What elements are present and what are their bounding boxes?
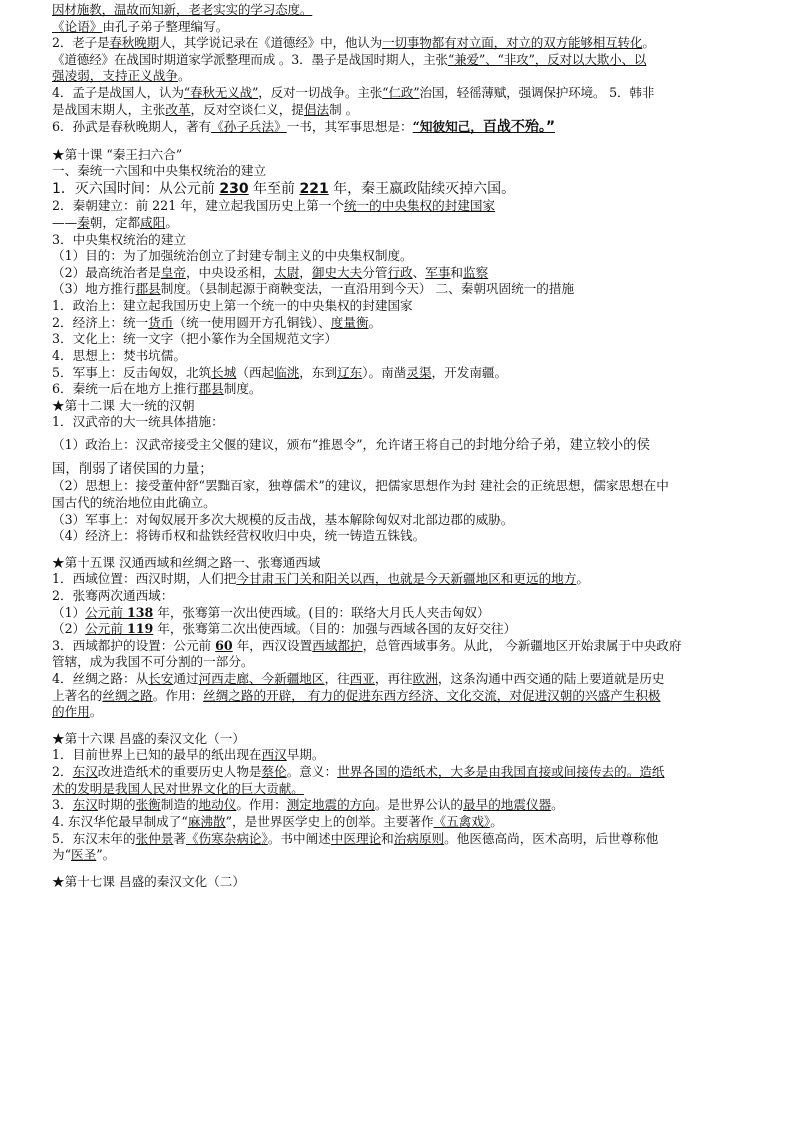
text-run: 地动仪 (198, 797, 237, 813)
text-run: 太尉 (274, 264, 300, 280)
text-run: 3．西域都护的设置：公元前 (52, 637, 216, 653)
text-run: （3）军事上：对匈奴展开多次大规模的反击战，基本解除匈奴对北部边郡的威胁。 (52, 511, 514, 527)
text-run: ，反对空谈仁义，提 (190, 101, 304, 117)
text-run: 中医理论 (330, 830, 382, 846)
text-line (52, 163, 768, 180)
text-run: ，再往 (374, 671, 413, 687)
text-run: “仁政” (382, 85, 420, 101)
text-line (52, 605, 768, 622)
text-line (52, 571, 768, 588)
text-run: 年，张骞第一次出使西域。(目的：联络大月氏人夹击匈奴） (153, 604, 490, 620)
text-run: 丝绸之路 (102, 687, 153, 703)
text-run: 5．东汉末年的 (52, 830, 136, 846)
text-line (52, 588, 768, 605)
text-run: ★第十六课 昌盛的秦汉文化（一） (52, 730, 245, 746)
text-run: （统一使用圆开方孔铜钱）、 (173, 314, 331, 330)
text-run: 2． (52, 764, 73, 780)
text-run: ，开发南疆。 (431, 364, 508, 380)
text-run: ， (299, 264, 312, 280)
text-run: 。 (368, 314, 382, 330)
text-run: 为“ (52, 847, 72, 863)
text-run: 。 (642, 35, 655, 51)
text-run: 2．秦朝建立：前 221 年，建立起我国历史上第一个 (52, 198, 344, 214)
text-line (52, 414, 768, 431)
text-line (52, 68, 768, 85)
text-line (52, 315, 768, 332)
text-run: 世界各国的造纸术，大多是由我国直接或间接传去的。造纸 (337, 764, 665, 780)
text-run: 制度。（县制起源于商鞅变法，一直沿用到今天） 二、秦朝巩固统一的措施 (160, 281, 575, 297)
text-run: 138 (127, 604, 154, 620)
text-run: 年，西汉设置 (232, 637, 313, 653)
text-run: 早期。 (286, 747, 325, 763)
text-run: ，中央设丞相， (185, 264, 275, 280)
text-line (52, 831, 768, 848)
text-run: 年至前 (248, 180, 300, 197)
text-run: 。 (576, 571, 589, 587)
text-line (52, 102, 768, 119)
text-line (52, 35, 768, 52)
text-run: 。书中阐述 (267, 830, 331, 846)
text-run: 西域都护 (312, 637, 363, 653)
text-line (52, 478, 768, 495)
text-run: 人，其学说记录在《道德经》中，他认为 (158, 35, 383, 51)
text-run: “知彼知己， (412, 119, 483, 135)
text-run: 。作用： (152, 687, 204, 703)
text-run: 119 (127, 621, 154, 637)
text-run: 欧洲 (412, 671, 438, 687)
text-run: ）。南凿 (362, 364, 407, 380)
text-run: 秦 (77, 215, 90, 231)
text-line (52, 847, 768, 864)
text-run: 御史大夫 (311, 264, 363, 280)
text-line (52, 398, 768, 415)
text-run: 3． (52, 797, 73, 813)
text-line (52, 2, 768, 19)
text-run: （4）经济上：将铸币权和盐铁经营权收归中央，统一铸造五铢钱。 (52, 528, 426, 544)
text-line (52, 348, 768, 365)
text-run: 改进造纸术的重要历史人物是 (97, 764, 262, 780)
text-run: 度量衡 (330, 314, 369, 330)
text-run: 年，秦王嬴政陆续灭掉六国。 (328, 180, 516, 197)
text-run: 长城 (211, 364, 237, 380)
text-run: 时期的 (97, 797, 136, 813)
text-run: 公元前 (85, 604, 127, 620)
text-run: 一、秦统一六国和中央集权统治的建立 (52, 163, 267, 179)
text-run: 郡县 (198, 381, 224, 397)
text-run: 4．丝绸之路：从 (52, 671, 149, 687)
text-run: （3）地方推行 (52, 281, 136, 297)
text-run: “春秋无义战” (183, 85, 259, 101)
text-run: 最早的地震仪器 (463, 797, 552, 813)
text-run: 3．文化上：统一文字（把小篆作为全国规范文字） (52, 331, 338, 347)
text-run: 著 (173, 830, 186, 846)
text-run: 5．军事上：反击匈奴，北筑 (52, 364, 212, 380)
text-run: 4．孟子是战国人，认为 (52, 85, 184, 101)
text-run: 倡法 (303, 101, 330, 117)
text-run: 张仲景 (135, 830, 174, 846)
text-run: 军事 (425, 264, 451, 280)
text-run: 。作用： (236, 797, 287, 813)
text-line (52, 281, 768, 298)
text-run: —— (52, 215, 78, 231)
text-run: 临洮 (274, 364, 300, 380)
text-line (52, 731, 768, 748)
text-line (52, 747, 768, 764)
text-line (52, 85, 768, 102)
text-run: ”。 (96, 847, 116, 863)
text-run: 分管 (362, 264, 388, 280)
text-line (52, 638, 768, 655)
text-run: 一书，其军事思想是： (286, 119, 413, 135)
text-run: 河西走廊、今新疆地区 (198, 671, 325, 687)
text-line (52, 180, 768, 198)
text-run: 咸阳 (140, 215, 166, 231)
text-run: ★第十二课 大一统的汉朝 (52, 397, 195, 413)
text-run: 。 (89, 704, 103, 720)
text-line (52, 198, 768, 215)
text-run: 。 (551, 797, 564, 813)
text-run: （2）最高统治者是 (52, 264, 161, 280)
text-run: 国古代的统治地位由此确立。 (52, 494, 216, 510)
text-run: 1．汉武帝的大一统具体措施： (52, 414, 224, 430)
text-run: 公元前 (85, 621, 127, 637)
text-run: 4. 东汉华佗最早制成了“ (52, 813, 188, 829)
text-line (52, 118, 768, 136)
text-run: 《孙子兵法》 (211, 119, 287, 135)
text-run: 监察 (463, 264, 489, 280)
text-line (52, 555, 768, 572)
text-run: 封地分给子弟，建立较小的侯 (475, 437, 650, 453)
text-run: 制度。 (223, 381, 262, 397)
text-line (52, 437, 768, 455)
text-line (52, 215, 768, 232)
text-line (52, 688, 768, 705)
text-run: 、 (412, 264, 426, 280)
text-run: 医圣 (71, 847, 97, 863)
text-run: ，东到 (299, 364, 338, 380)
text-line (52, 298, 768, 315)
text-run: 西汉 (261, 747, 287, 763)
text-run: 2．经济上：统一 (52, 314, 149, 330)
text-run: 1．目前世界上已知的最早的纸出现在 (52, 747, 262, 763)
text-line (52, 814, 768, 831)
text-run: 。意义： (286, 764, 338, 780)
document-page (52, 2, 768, 890)
text-run: 郡县 (135, 281, 161, 297)
text-run: 丝绸之路的开辟， 有力的促进东西方经济、文化交流，对促进汉朝的兴盛产生积极 (203, 687, 661, 703)
text-run: 和 (381, 830, 394, 846)
text-run: 2．张骞两次通西域： (52, 587, 174, 603)
text-run: 统一的中央集权的封建国家 (343, 198, 496, 214)
text-run: 《道德经》在战国时期道家学派整理而成 。3．墨子是战国时期人，主张 (52, 51, 448, 67)
text-run: 术的发明是我国人民对世界文化的巨大贡献。 (52, 780, 304, 796)
text-run: “兼爱”、“非攻”，反对以大欺小、以 (447, 51, 647, 67)
text-run: 1．灭六国时间：从公元前 (52, 180, 220, 197)
text-run: 230 (219, 180, 249, 197)
text-run: 治国，轻徭薄赋，强调保护环境。 5．韩非 (419, 85, 655, 101)
text-run: （2） (52, 621, 86, 637)
text-run: ★第十七课 昌盛的秦汉文化（二） (52, 873, 245, 889)
text-line (52, 495, 768, 512)
text-line (52, 764, 768, 781)
text-line (52, 248, 768, 265)
text-run: 。 (490, 813, 503, 829)
text-run: 皇帝 (160, 264, 186, 280)
text-run: 《五禽戏》 (433, 813, 491, 829)
text-run: 2．老子是 (52, 35, 110, 51)
text-run: 强凌弱，支持正义战争 (52, 68, 178, 84)
text-run: 春秋晚期 (109, 35, 159, 51)
text-line (52, 704, 768, 721)
text-run: 。是世界公认的 (374, 797, 464, 813)
text-run: 1．西域位置：西汉时期，人们把 (52, 571, 237, 587)
text-line (52, 461, 768, 479)
text-run: ，这条沟通中西交通的陆上要道就是历史 (437, 671, 665, 687)
text-run: 。 (177, 68, 191, 84)
text-run: 辽东 (337, 364, 363, 380)
text-run: ”，是世界医学史上的创举。主要著作 (225, 813, 434, 829)
text-run: 东汉 (72, 764, 98, 780)
text-run: ★第十五课 汉通西域和丝绸之路一、张骞通西域 (52, 554, 321, 570)
text-run: 年，张骞第二次出使西域。（目的：加强与西域各国的友好交往） (153, 621, 517, 637)
text-run: （2）思想上：接受董仲舒“罢黜百家，独尊儒术”的建议，把儒家思想作为封 建社会的正统思想，儒家思想在中 (52, 478, 669, 494)
text-run: 西亚 (349, 671, 375, 687)
text-run: 和 (450, 264, 464, 280)
text-line (52, 797, 768, 814)
text-run: （1）目的：为了加强统治创立了封建专制主义的中央集权制度。 (52, 248, 413, 264)
text-line (52, 512, 768, 529)
text-run: 的作用 (52, 704, 90, 720)
text-run: 6．秦统一后在地方上推行 (52, 381, 199, 397)
text-run: 通过 (173, 671, 199, 687)
text-run: 制 。 (329, 101, 359, 117)
text-run: （西起 (236, 364, 275, 380)
text-run: 。 (165, 215, 178, 231)
text-run: 长安 (148, 671, 174, 687)
text-run: 221 (299, 180, 329, 197)
text-run: 管辖，成为我国不可分割的一部分。 (52, 654, 254, 670)
text-run: 张衡 (135, 797, 161, 813)
text-run: 东汉 (72, 797, 98, 813)
text-line (52, 331, 768, 348)
text-line (52, 265, 768, 282)
text-run: 是战国末期人，主张 (52, 101, 166, 117)
text-run: 制造的 (160, 797, 199, 813)
text-run: 一切事物都有对立面，对立的双方能够相互转化 (382, 35, 643, 51)
text-run: 测定地震的方向 (286, 797, 375, 813)
text-run: 1．政治上：建立起我国历史上第一个统一的中央集权的封建国家 (52, 298, 413, 314)
text-line (52, 365, 768, 382)
text-run: 。他医德高尚，医术高明，后世尊称他 (444, 830, 659, 846)
text-line (52, 621, 768, 638)
text-line (52, 147, 768, 164)
text-run: 60 (215, 637, 233, 653)
text-line (52, 19, 768, 36)
text-run: 灵渠 (406, 364, 432, 380)
text-run: （1） (52, 604, 86, 620)
text-run: 《论语》 (52, 18, 103, 34)
text-line (52, 781, 768, 798)
text-line (52, 381, 768, 398)
text-run: ★第十课 “秦王扫六合” (52, 146, 183, 162)
text-line (52, 232, 768, 249)
text-run: 行政 (387, 264, 413, 280)
text-line (52, 874, 768, 891)
text-run: 由孔子弟子整理编写。 (102, 18, 229, 34)
text-run: 治病原则 (393, 830, 445, 846)
text-run: 货币 (148, 314, 174, 330)
text-run: 上著名的 (52, 687, 103, 703)
text-run: 4．思想上：焚书坑儒。 (52, 347, 186, 363)
text-run: 《伤寒杂病论》 (185, 830, 268, 846)
text-line (52, 528, 768, 545)
text-run: ，总管西域事务。从此， 今新疆地区开始隶属于中央政府 (362, 637, 682, 653)
text-run: ，反对一切战争。主张 (258, 85, 383, 101)
text-run: 朝，定都 (89, 215, 141, 231)
text-run: ，往 (324, 671, 350, 687)
text-run: 改革 (165, 101, 191, 117)
text-run: 麻沸散 (187, 813, 226, 829)
text-run: 国，削弱了诸侯国的力量； (52, 461, 213, 477)
text-run: 百战不殆。” (482, 119, 556, 136)
text-line (52, 654, 768, 671)
text-run: 因材施教，温故而知新，老老实实的学习态度。 (52, 2, 313, 17)
text-run: 蔡伦 (261, 764, 287, 780)
text-run: （1）政治上：汉武帝接受主父偃的建议，颁布“推恩令”，允许诸王将自己的 (52, 436, 476, 452)
text-line (52, 52, 768, 69)
text-run: 6．孙武是春秋晚期人，著有 (52, 119, 212, 135)
text-run: 今甘肃玉门关和阳关以西，也就是今天新疆地区和更远的地方 (236, 571, 577, 587)
text-run: 3．中央集权统治的建立 (52, 231, 186, 247)
text-line (52, 671, 768, 688)
